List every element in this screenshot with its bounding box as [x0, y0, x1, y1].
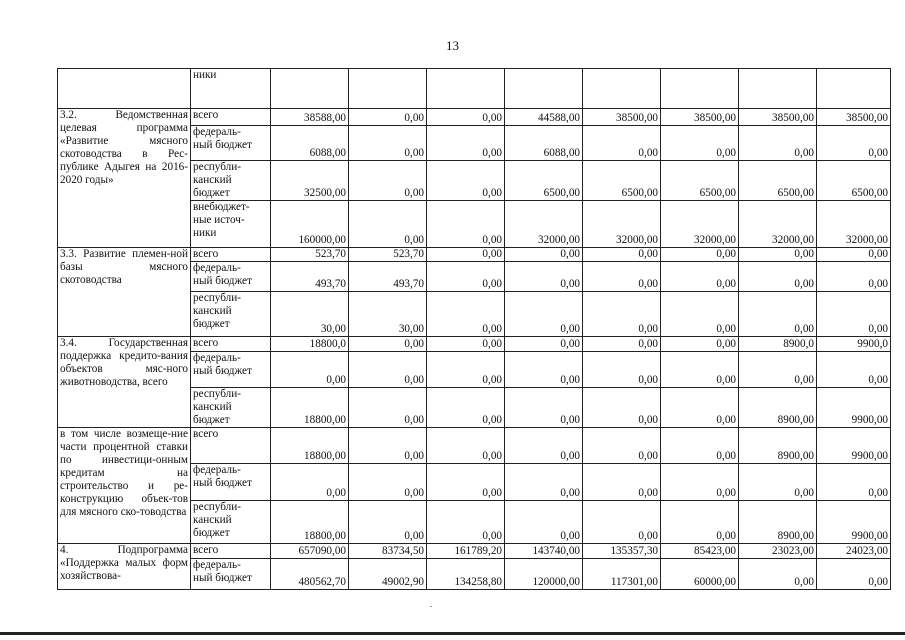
program-name-cell: в том числе возмеще-ние части процентной ставки по инвестици-онным кредитам на строительство и ре-конструкцию объек-тов для мясного ско-товодства	[58, 428, 191, 544]
funding-source-cell: ники	[191, 69, 271, 109]
amount-cell: 18800,0	[271, 337, 349, 352]
amount-cell: 0,00	[583, 262, 661, 292]
amount-cell: 0,00	[505, 248, 583, 262]
amount-cell: 161789,20	[427, 544, 505, 559]
amount-cell: 135357,30	[583, 544, 661, 559]
amount-cell: 0,00	[427, 201, 505, 248]
amount-cell: 0,00	[739, 464, 817, 501]
amount-cell: 0,00	[505, 428, 583, 464]
amount-cell: 9900,00	[817, 428, 891, 464]
amount-cell: 0,00	[427, 388, 505, 428]
amount-cell: 32000,00	[817, 201, 891, 248]
budget-table	[57, 68, 891, 590]
program-name-cell	[58, 69, 191, 109]
amount-cell: 0,00	[427, 352, 505, 388]
amount-cell: 8900,00	[739, 501, 817, 544]
amount-cell: 0,00	[661, 428, 739, 464]
funding-source-cell: республи- канский бюджет	[191, 501, 271, 544]
amount-cell: 0,00	[349, 428, 427, 464]
amount-cell: 0,00	[817, 262, 891, 292]
amount-cell: 143740,00	[505, 544, 583, 559]
program-name-cell: 3.2. Ведомственная целевая программа «Развитие мясного скотоводства в Рес-публике Адыгея на 2016-2020 годы»	[58, 109, 191, 248]
amount-cell: 38500,00	[817, 109, 891, 126]
funding-source-cell: республи- канский бюджет	[191, 161, 271, 201]
amount-cell: 0,00	[739, 559, 817, 590]
amount-cell: 480562,70	[271, 559, 349, 590]
amount-cell: 0,00	[349, 201, 427, 248]
table-row	[58, 109, 891, 126]
amount-cell: 18800,00	[271, 388, 349, 428]
amount-cell: 117301,00	[583, 559, 661, 590]
amount-cell: 38500,00	[583, 109, 661, 126]
amount-cell: 0,00	[427, 109, 505, 126]
amount-cell: 0,00	[739, 126, 817, 161]
funding-source-cell: всего	[191, 337, 271, 352]
amount-cell: 0,00	[583, 292, 661, 337]
amount-cell	[271, 69, 349, 109]
amount-cell: 0,00	[349, 109, 427, 126]
amount-cell: 24023,00	[817, 544, 891, 559]
amount-cell: 18800,00	[271, 501, 349, 544]
program-name-cell: 4. Подпрограмма «Поддержка малых форм хозяйствова-	[58, 544, 191, 590]
amount-cell: 60000,00	[661, 559, 739, 590]
table-row	[58, 248, 891, 262]
amount-cell: 0,00	[271, 352, 349, 388]
amount-cell: 32000,00	[739, 201, 817, 248]
amount-cell: 0,00	[817, 126, 891, 161]
amount-cell: 0,00	[583, 337, 661, 352]
funding-source-cell: федераль- ный бюджет	[191, 464, 271, 501]
amount-cell: 0,00	[739, 248, 817, 262]
funding-source-cell: федераль- ный бюджет	[191, 126, 271, 161]
amount-cell: 0,00	[505, 292, 583, 337]
amount-cell: 0,00	[817, 464, 891, 501]
amount-cell	[817, 69, 891, 109]
amount-cell: 0,00	[661, 388, 739, 428]
amount-cell: 657090,00	[271, 544, 349, 559]
amount-cell: 0,00	[427, 464, 505, 501]
amount-cell: 0,00	[349, 161, 427, 201]
amount-cell: 6500,00	[661, 161, 739, 201]
amount-cell: 0,00	[661, 126, 739, 161]
amount-cell: 30,00	[271, 292, 349, 337]
amount-cell: 0,00	[505, 464, 583, 501]
table-row	[58, 544, 891, 559]
amount-cell: 0,00	[427, 337, 505, 352]
page-number: 13	[446, 38, 459, 53]
funding-source-cell: всего	[191, 109, 271, 126]
amount-cell: 0,00	[661, 352, 739, 388]
amount-cell: 0,00	[271, 464, 349, 501]
funding-source-cell: всего	[191, 544, 271, 559]
amount-cell: 8900,00	[739, 388, 817, 428]
amount-cell: 0,00	[427, 428, 505, 464]
amount-cell: 0,00	[349, 352, 427, 388]
amount-cell: 23023,00	[739, 544, 817, 559]
amount-cell: 0,00	[427, 292, 505, 337]
amount-cell	[349, 69, 427, 109]
amount-cell: 0,00	[661, 337, 739, 352]
amount-cell: 38500,00	[661, 109, 739, 126]
amount-cell: 493,70	[349, 262, 427, 292]
amount-cell	[661, 69, 739, 109]
table-row	[58, 337, 891, 352]
amount-cell: 6088,00	[505, 126, 583, 161]
amount-cell: 6088,00	[271, 126, 349, 161]
amount-cell: 6500,00	[583, 161, 661, 201]
amount-cell: 0,00	[817, 352, 891, 388]
amount-cell: 0,00	[427, 248, 505, 262]
amount-cell: 0,00	[817, 559, 891, 590]
amount-cell: 30,00	[349, 292, 427, 337]
amount-cell: 8900,00	[739, 428, 817, 464]
amount-cell: 0,00	[739, 262, 817, 292]
amount-cell: 32000,00	[505, 201, 583, 248]
amount-cell: 160000,00	[271, 201, 349, 248]
amount-cell: 0,00	[349, 388, 427, 428]
funding-source-cell: федераль- ный бюджет	[191, 352, 271, 388]
amount-cell: 523,70	[349, 248, 427, 262]
amount-cell: 38500,00	[739, 109, 817, 126]
amount-cell: 0,00	[583, 428, 661, 464]
amount-cell: 0,00	[583, 501, 661, 544]
amount-cell: 6500,00	[817, 161, 891, 201]
funding-source-cell: внебюджет- ные источ- ники	[191, 201, 271, 248]
amount-cell	[427, 69, 505, 109]
amount-cell: 0,00	[583, 464, 661, 501]
amount-cell: 0,00	[583, 388, 661, 428]
amount-cell: 0,00	[505, 337, 583, 352]
amount-cell	[739, 69, 817, 109]
program-name-cell: 3.3. Развитие племен-ной базы мясного скотоводства	[58, 248, 191, 337]
amount-cell: 0,00	[739, 352, 817, 388]
amount-cell: 44588,00	[505, 109, 583, 126]
amount-cell: 18800,00	[271, 428, 349, 464]
amount-cell: 523,70	[271, 248, 349, 262]
amount-cell: 493,70	[271, 262, 349, 292]
amount-cell: 38588,00	[271, 109, 349, 126]
amount-cell: 0,00	[349, 126, 427, 161]
amount-cell: 0,00	[661, 248, 739, 262]
amount-cell: 134258,80	[427, 559, 505, 590]
amount-cell: 0,00	[661, 292, 739, 337]
amount-cell: 9900,00	[817, 501, 891, 544]
scan-speck	[430, 606, 432, 607]
amount-cell: 0,00	[583, 352, 661, 388]
amount-cell: 0,00	[427, 501, 505, 544]
amount-cell: 6500,00	[505, 161, 583, 201]
amount-cell: 9900,00	[817, 388, 891, 428]
funding-source-cell: республи- канский бюджет	[191, 292, 271, 337]
amount-cell: 85423,00	[661, 544, 739, 559]
amount-cell	[583, 69, 661, 109]
amount-cell: 49002,90	[349, 559, 427, 590]
amount-cell: 32000,00	[661, 201, 739, 248]
amount-cell: 32000,00	[583, 201, 661, 248]
funding-source-cell: федераль- ный бюджет	[191, 559, 271, 590]
amount-cell: 0,00	[349, 337, 427, 352]
program-name-cell: 3.4. Государственная поддержка кредито-вания объектов мяс-ного животноводства, всего	[58, 337, 191, 428]
amount-cell: 0,00	[739, 292, 817, 337]
amount-cell: 0,00	[817, 248, 891, 262]
amount-cell: 0,00	[661, 501, 739, 544]
amount-cell: 0,00	[661, 262, 739, 292]
amount-cell	[505, 69, 583, 109]
amount-cell: 0,00	[817, 292, 891, 337]
amount-cell: 9900,0	[817, 337, 891, 352]
amount-cell: 0,00	[583, 126, 661, 161]
amount-cell: 6500,00	[739, 161, 817, 201]
amount-cell: 0,00	[427, 262, 505, 292]
bottom-scan-border	[0, 632, 905, 635]
funding-source-cell: республи- канский бюджет	[191, 388, 271, 428]
amount-cell: 32500,00	[271, 161, 349, 201]
amount-cell: 0,00	[583, 248, 661, 262]
amount-cell: 0,00	[427, 126, 505, 161]
amount-cell: 0,00	[349, 501, 427, 544]
funding-source-cell: всего	[191, 248, 271, 262]
funding-source-cell: федераль- ный бюджет	[191, 262, 271, 292]
amount-cell: 0,00	[661, 464, 739, 501]
amount-cell: 0,00	[349, 464, 427, 501]
funding-source-cell: всего	[191, 428, 271, 464]
table-row	[58, 69, 891, 109]
amount-cell: 0,00	[505, 501, 583, 544]
amount-cell: 0,00	[505, 352, 583, 388]
table-row	[58, 428, 891, 464]
amount-cell: 8900,0	[739, 337, 817, 352]
amount-cell: 0,00	[427, 161, 505, 201]
amount-cell: 0,00	[505, 388, 583, 428]
amount-cell: 0,00	[505, 262, 583, 292]
amount-cell: 120000,00	[505, 559, 583, 590]
amount-cell: 83734,50	[349, 544, 427, 559]
